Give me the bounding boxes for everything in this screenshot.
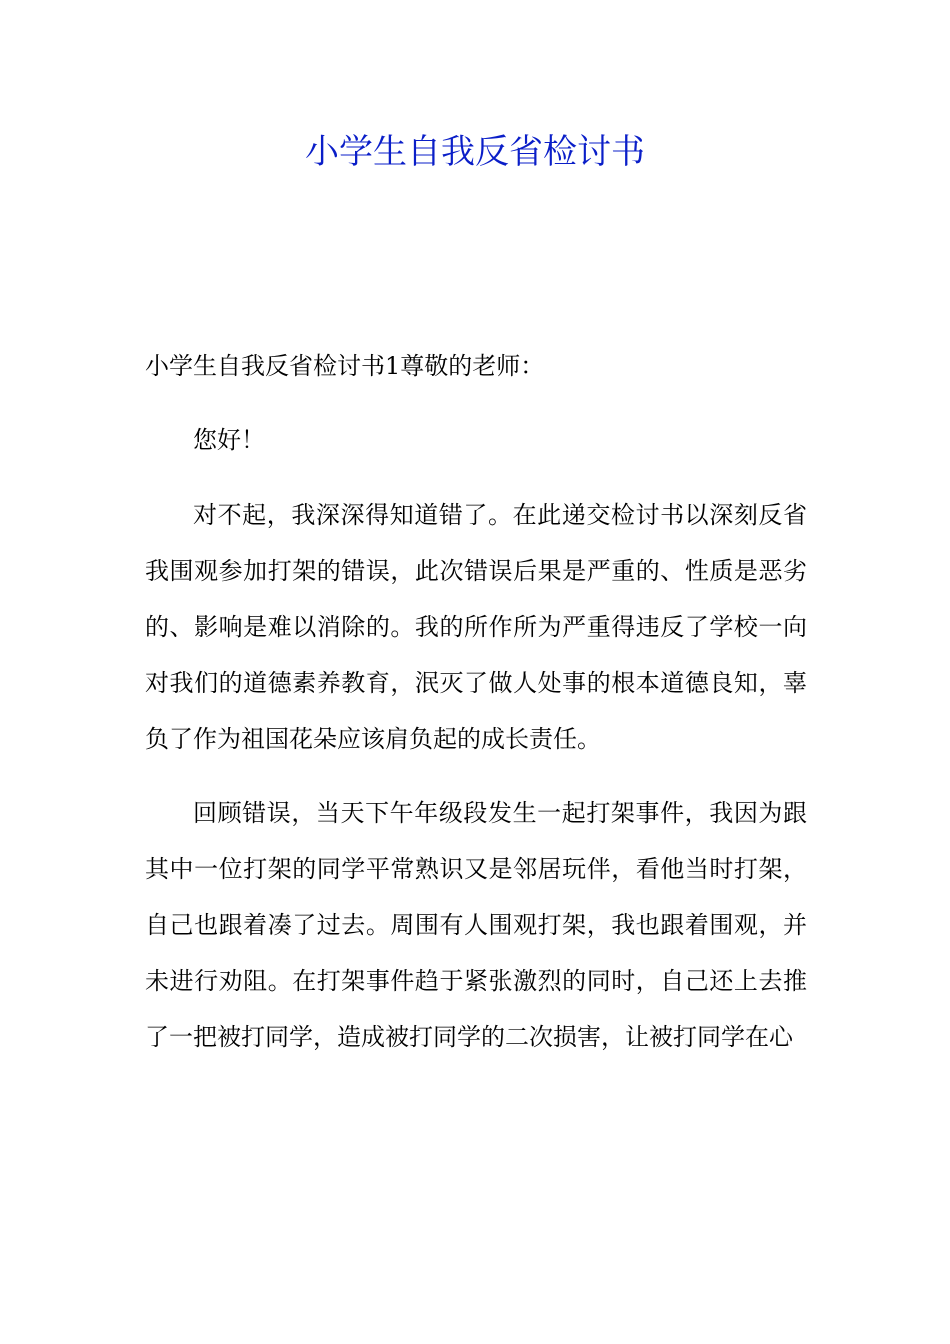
document-body	[145, 338, 807, 1084]
paragraph-salutation: 小学生自我反省检讨书1尊敬的老师：	[145, 352, 545, 380]
paragraph-greeting: 您好！	[193, 426, 265, 455]
paragraph-review: 回顾错误，当天下午年级段发生一起打架事件，我因为跟其中一位打架的同学平常熟识又是邻居玩伴，看他当时打架，自己也跟着凑了过去。周围有人围观打架，我也跟着围观，并未进行劝阻。在打架事件趋于紧张激烈的同时，自己还上去推了一把被打同学，造成被打同学的二次损害，让被打同学在心	[145, 799, 807, 1052]
document-title: 小学生自我反省检讨书	[305, 132, 645, 172]
paragraph-apology: 对不起，我深深得知道错了。在此递交检讨书以深刻反省我围观参加打架的错误，此次错误后果是严重的、性质是恶劣的、影响是难以消除的。我的所作所为严重得违反了学校一向对我们的道德素养教育，泯灭了做人处事的根本道德良知，辜负了作为祖国花朵应该肩负起的成长责任。	[145, 500, 807, 753]
